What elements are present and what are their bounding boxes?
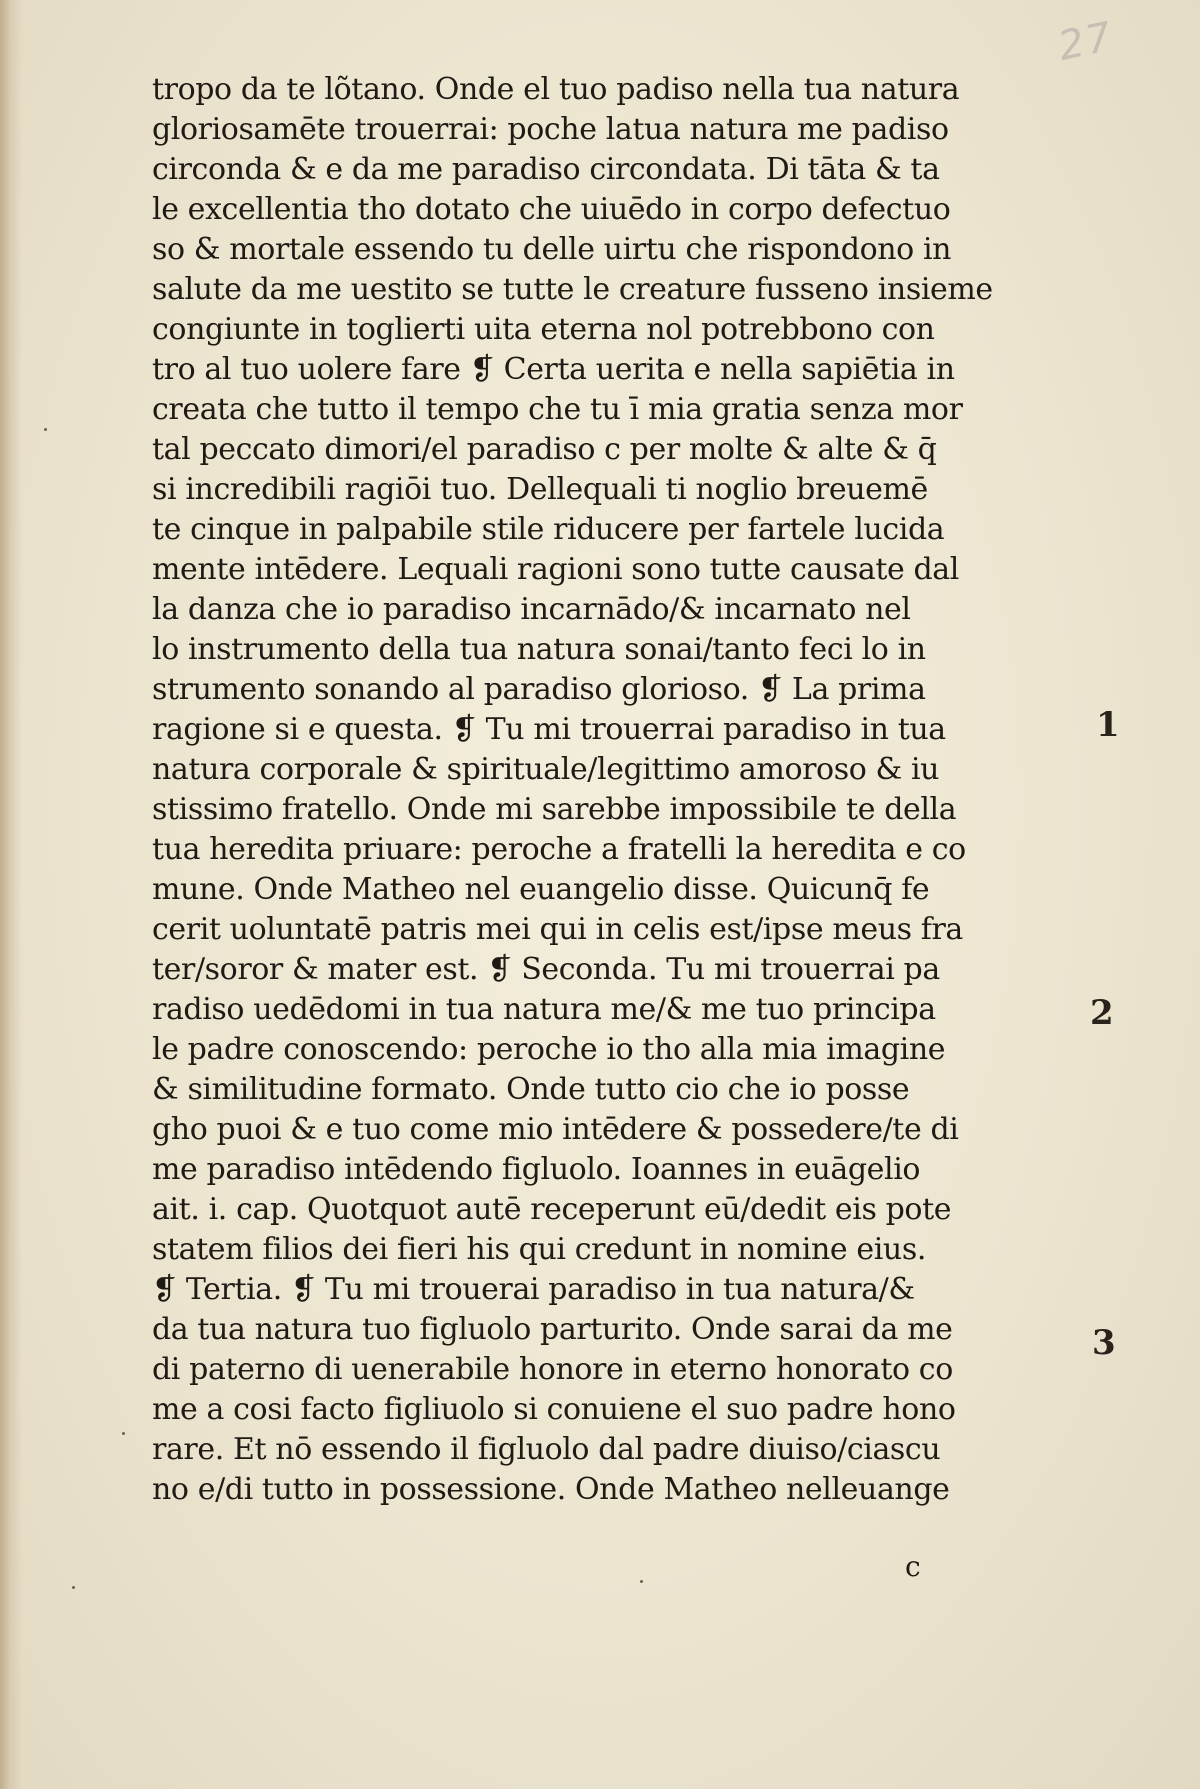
- signature-mark: c: [905, 1550, 921, 1583]
- text-line: & similitudine formato. Onde tutto cio che io posse: [152, 1072, 910, 1107]
- text-line: stissimo fratello. Onde mi sarebbe impossibile te della: [152, 792, 957, 827]
- margin-numeral-3: 3: [1092, 1323, 1116, 1363]
- folio-number: 27: [1054, 13, 1118, 70]
- text-line: tro al tuo uolere fare ❡ Certa uerita e nella sapiētia in: [152, 352, 955, 387]
- text-line: me paradiso intēdendo figluolo. Ioannes in euāgelio: [152, 1152, 921, 1187]
- margin-numeral-2: 2: [1090, 993, 1114, 1033]
- text-line: creata che tutto il tempo che tu ī mia gratia senza mor: [152, 392, 963, 427]
- text-line: salute da me uestito se tutte le creature fusseno insieme: [152, 272, 993, 307]
- text-line: la danza che io paradiso incarnādo/& incarnato nel: [152, 592, 911, 627]
- paper-speck: [72, 1586, 75, 1589]
- text-line: ter/soror & mater est. ❡ Seconda. Tu mi trouerrai pa: [152, 952, 940, 987]
- text-line: circonda & e da me paradiso circondata. Di tāta & ta: [152, 152, 940, 187]
- text-line: tua heredita priuare: peroche a fratelli la heredita e co: [152, 832, 966, 867]
- text-line: da tua natura tuo figluolo parturito. Onde sarai da me: [152, 1312, 953, 1347]
- text-line: natura corporale & spirituale/legittimo amoroso & iu: [152, 752, 940, 787]
- text-line: congiunte in toglierti uita eterna nol potrebbono con: [152, 312, 935, 347]
- text-line: no e/di tutto in possessione. Onde Matheo nelleuange: [152, 1472, 950, 1507]
- text-line: le padre conoscendo: peroche io tho alla mia imagine: [152, 1032, 946, 1067]
- text-line: tal peccato dimori/el paradiso c per molte & alte & q̄: [152, 432, 937, 467]
- text-line: di paterno di uenerabile honore in eterno honorato co: [152, 1352, 953, 1387]
- binding-gutter: [0, 0, 22, 1789]
- text-line: me a cosi facto figliuolo si conuiene el suo padre hono: [152, 1392, 956, 1427]
- text-line: rare. Et nō essendo il figluolo dal padre diuiso/ciascu: [152, 1432, 941, 1467]
- text-line: so & mortale essendo tu delle uirtu che rispondono in: [152, 232, 952, 267]
- text-line: cerit uoluntatē patris mei qui in celis est/ipse meus fra: [152, 912, 963, 947]
- text-line: si incredibili ragiōi tuo. Dellequali ti noglio breuemē: [152, 472, 928, 507]
- text-line: ait. i. cap. Quotquot autē receperunt eū/dedit eis pote: [152, 1192, 952, 1227]
- paper-speck: [640, 1580, 643, 1583]
- text-line: radiso uedēdomi in tua natura me/& me tuo principa: [152, 992, 936, 1027]
- text-line: strumento sonando al paradiso glorioso. ❡ La prima: [152, 672, 926, 707]
- text-line: lo instrumento della tua natura sonai/tanto feci lo in: [152, 632, 926, 667]
- paper-speck: [122, 1432, 125, 1435]
- text-line: mente intēdere. Lequali ragioni sono tutte causate dal: [152, 552, 959, 587]
- text-line: ❡ Tertia. ❡ Tu mi trouerai paradiso in tua natura/&: [152, 1272, 915, 1307]
- text-line: gloriosamēte trouerrai: poche latua natura me padiso: [152, 112, 949, 147]
- paper-speck: [44, 428, 47, 431]
- text-line: mune. Onde Matheo nel euangelio disse. Quicunq̄ fe: [152, 872, 930, 907]
- text-line: te cinque in palpabile stile riducere per fartele lucida: [152, 512, 945, 547]
- text-line: ragione si e questa. ❡ Tu mi trouerrai paradiso in tua: [152, 712, 946, 747]
- text-line: tropo da te lõtano. Onde el tuo padiso nella tua natura: [152, 72, 960, 107]
- margin-numeral-1: 1: [1096, 705, 1120, 745]
- text-line: statem filios dei fieri his qui credunt in nomine eius.: [152, 1232, 926, 1267]
- text-line: le excellentia tho dotato che uiuēdo in corpo defectuo: [152, 192, 951, 227]
- text-line: gho puoi & e tuo come mio intēdere & possedere/te di: [152, 1112, 959, 1147]
- text-block: [152, 70, 1020, 1510]
